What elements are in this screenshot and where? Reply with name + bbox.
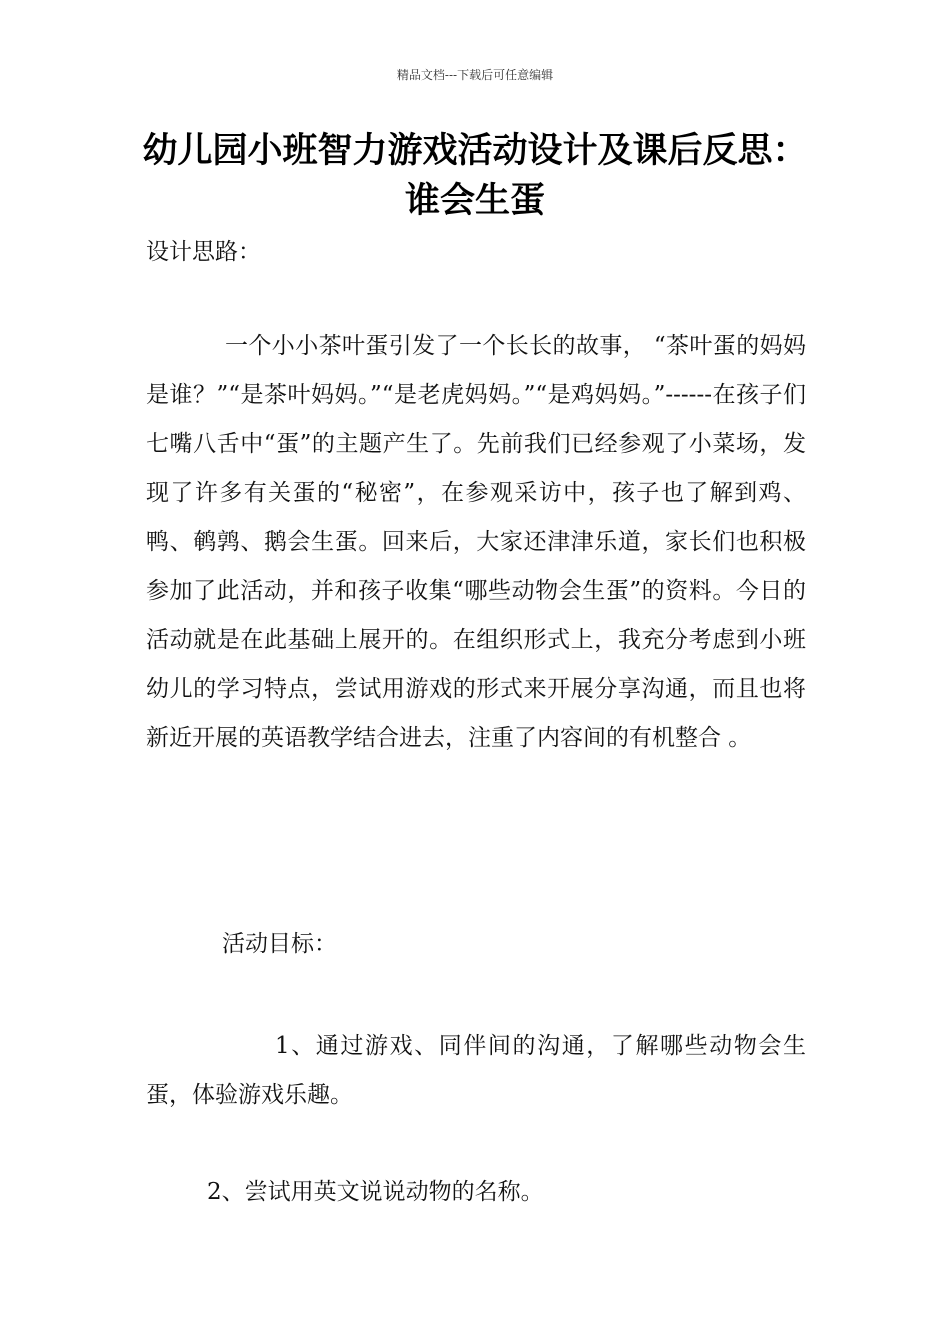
header-note: 精品文档---下载后可任意编辑 xyxy=(396,68,554,82)
page-title: 幼儿园小班智力游戏活动设计及课后反思：谁会生蛋 xyxy=(142,131,808,221)
intro-paragraph: 一个小小茶叶蛋引发了一个长长的故事， “茶叶蛋的妈妈是谁？”“是茶叶妈妈。”“是老虎妈妈。”“是鸡妈妈。”------在孩子们七嘴八舌中“蛋”的主题产生了。先前我们已经参观了小菜场，发现了许多有关蛋的“秘密”，在参观采访中，孩子也了解到鸡、鸭、鹌鹑、鹅会生蛋。回来后，大家还津津乐道，家长们也积极参加了此活动，并和孩子收集“哪些动物会生蛋”的资料。今日的活动就是在此基础上展开的。在组织形式上，我充分考虑到小班幼儿的学习特点，尝试用游戏的形式来开展分享沟通，而且也将新近开展的英语教学结合进去，注重了内容间的有机整合 。 xyxy=(146,333,806,751)
goal-item-1: 1、通过游戏、同伴间的沟通，了解哪些动物会生蛋，体验游戏乐趣。 xyxy=(146,1033,806,1108)
design-label: 设计思路： xyxy=(146,239,261,265)
goal-label: 活动目标： xyxy=(222,931,337,957)
goal-item-2: 2、尝试用英文说说动物的名称。 xyxy=(207,1179,544,1205)
